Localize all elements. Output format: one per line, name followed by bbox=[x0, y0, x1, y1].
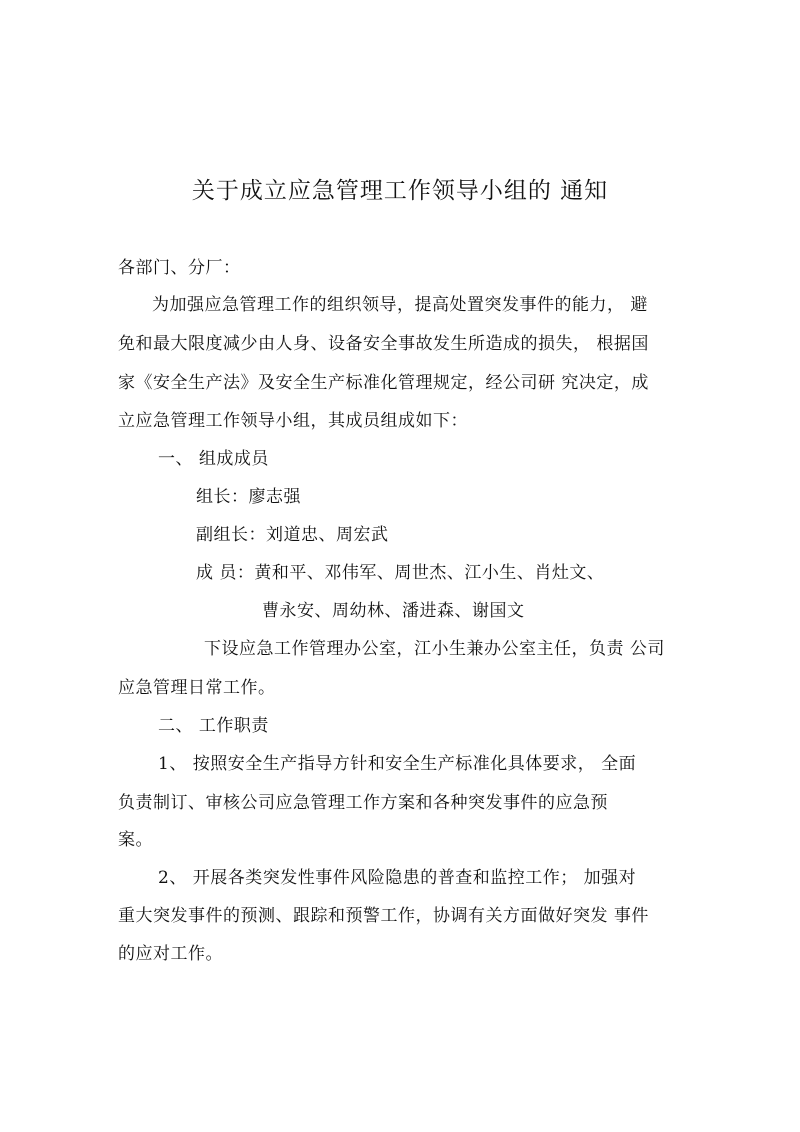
intro-line-1: 为加强应急管理工作的组织领导，提高处置突发事件的能力， 避 bbox=[152, 295, 648, 315]
intro-line-2: 免和最大限度减少由人身、设备安全事故发生所造成的损失， 根据国 bbox=[118, 334, 649, 354]
item2-line-2: 重大突发事件的预测、跟踪和预警工作，协调有关方面做好突发 事件 bbox=[118, 906, 649, 926]
leader-line: 组长：廖志强 bbox=[196, 487, 301, 507]
members-line-2: 曹永安、周幼林、潘进森、谢国文 bbox=[262, 601, 525, 621]
item1-line-2: 负责制订、审核公司应急管理工作方案和各种突发事件的应急预 bbox=[118, 793, 608, 813]
office-line-1: 下设应急工作管理办公室，江小生兼办公室主任，负责 公司 bbox=[204, 639, 665, 659]
intro-line-4: 立应急管理工作领导小组，其成员组成如下： bbox=[118, 411, 468, 431]
intro-line-3: 家《安全生产法》及安全生产标准化管理规定，经公司研 究决定，成 bbox=[118, 373, 649, 393]
salutation: 各部门、分厂： bbox=[118, 258, 241, 278]
item1-line-3: 案。 bbox=[118, 830, 153, 850]
item2-line-3: 的应对工作。 bbox=[118, 944, 223, 964]
document-title: 关于成立应急管理工作领导小组的 通知 bbox=[191, 178, 609, 204]
section2-heading: 二、 工作职责 bbox=[158, 716, 269, 736]
office-line-2: 应急管理日常工作。 bbox=[118, 678, 276, 698]
item2-line-1: 2、 开展各类突发性事件风险隐患的普查和监控工作； 加强对 bbox=[158, 868, 637, 888]
deputy-line: 副组长：刘道忠、周宏武 bbox=[196, 525, 389, 545]
members-line-1: 成 员：黄和平、邓伟军、周世杰、江小生、肖灶文、 bbox=[196, 563, 605, 583]
item1-line-1: 1、 按照安全生产指导方针和安全生产标准化具体要求， 全面 bbox=[158, 754, 637, 774]
section1-heading: 一、 组成成员 bbox=[158, 449, 269, 469]
